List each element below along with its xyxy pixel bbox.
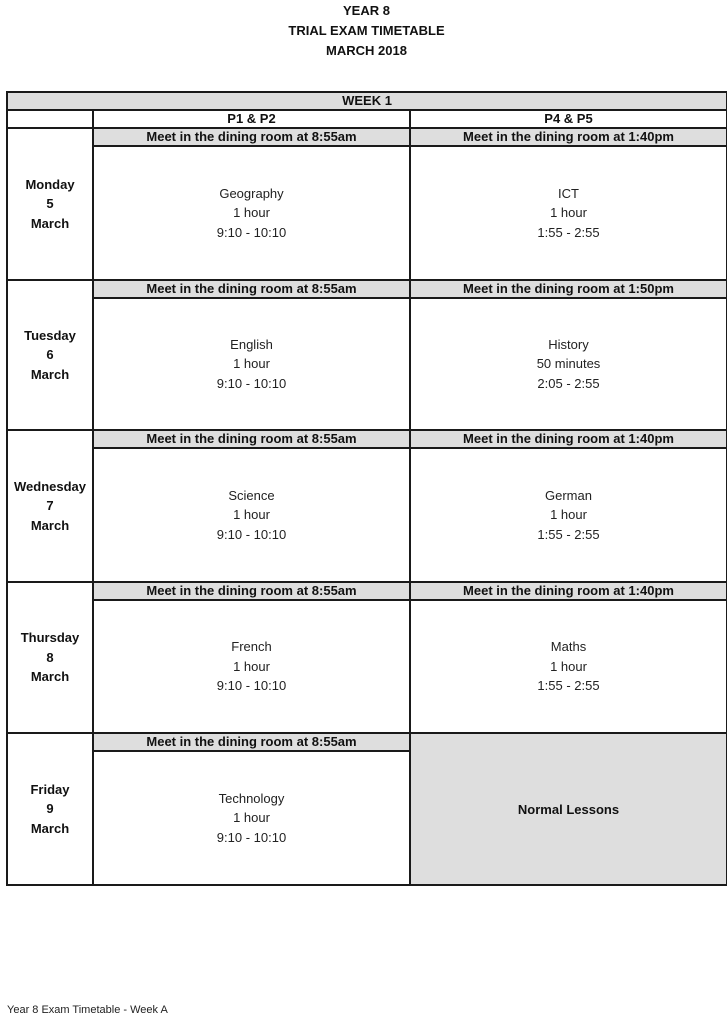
exam-subject: English	[230, 336, 273, 352]
exam-subject: French	[231, 639, 272, 655]
day-date: 7	[46, 498, 54, 514]
exam-subject: German	[545, 487, 592, 503]
day-name: Wednesday	[13, 478, 86, 494]
day-label-thursday	[7, 582, 93, 733]
week-header: WEEK 1	[7, 92, 727, 110]
period-header-am: P1 & P2	[93, 110, 410, 128]
meet-note-am: Meet in the dining room at 8:55am	[93, 733, 410, 751]
day-label-tuesday	[7, 280, 93, 430]
day-month: March	[30, 669, 70, 685]
document-title	[0, 1, 727, 61]
day-name: Friday	[30, 781, 70, 797]
meet-note-am: Meet in the dining room at 8:55am	[93, 430, 410, 448]
exam-duration: 1 hour	[233, 356, 270, 372]
exam-time: 1:55 - 2:55	[537, 678, 600, 694]
period-header-pm: P4 & P5	[410, 110, 727, 128]
day-label-wednesday	[7, 430, 93, 582]
day-date: 9	[46, 801, 54, 817]
day-date: 8	[46, 649, 54, 665]
exam-subject: Science	[228, 487, 275, 503]
title-year: YEAR 8	[343, 3, 390, 18]
exam-duration: 1 hour	[233, 810, 270, 826]
exam-slot-pm	[410, 146, 727, 280]
exam-time: 1:55 - 2:55	[537, 526, 600, 542]
meet-note-am: Meet in the dining room at 8:55am	[93, 280, 410, 298]
normal-lessons-cell: Normal Lessons	[410, 733, 727, 885]
exam-duration: 1 hour	[233, 658, 270, 674]
exam-time: 1:55 - 2:55	[537, 224, 600, 240]
exam-subject: ICT	[558, 185, 579, 201]
title-month: MARCH 2018	[326, 43, 407, 58]
exam-time: 9:10 - 10:10	[216, 678, 287, 694]
exam-slot-am	[93, 146, 410, 280]
exam-time: 9:10 - 10:10	[216, 375, 287, 391]
exam-duration: 1 hour	[550, 658, 587, 674]
exam-duration: 1 hour	[550, 205, 587, 221]
day-label-friday	[7, 733, 93, 885]
day-name: Tuesday	[24, 327, 76, 343]
meet-note-pm: Meet in the dining room at 1:40pm	[410, 128, 727, 146]
meet-note-pm: Meet in the dining room at 1:40pm	[410, 430, 727, 448]
exam-duration: 1 hour	[233, 507, 270, 523]
meet-note-pm: Meet in the dining room at 1:40pm	[410, 582, 727, 600]
exam-duration: 1 hour	[550, 507, 587, 523]
day-month: March	[30, 820, 70, 836]
exam-time: 2:05 - 2:55	[537, 375, 600, 391]
page-footer: Year 8 Exam Timetable - Week A	[7, 1004, 168, 1016]
day-date: 5	[46, 196, 54, 212]
exam-subject: Maths	[550, 639, 587, 655]
exam-time: 9:10 - 10:10	[216, 224, 287, 240]
exam-slot-pm	[410, 298, 727, 430]
day-month: March	[30, 215, 70, 231]
exam-slot-am	[93, 751, 410, 885]
meet-note-pm: Meet in the dining room at 1:50pm	[410, 280, 727, 298]
exam-duration: 50 minutes	[536, 356, 601, 372]
exam-time: 9:10 - 10:10	[216, 526, 287, 542]
meet-note-am: Meet in the dining room at 8:55am	[93, 582, 410, 600]
title-name: TRIAL EXAM TIMETABLE	[288, 23, 445, 38]
exam-slot-am	[93, 448, 410, 582]
day-month: March	[30, 517, 70, 533]
meet-note-am: Meet in the dining room at 8:55am	[93, 128, 410, 146]
exam-slot-pm	[410, 448, 727, 582]
exam-slot-pm	[410, 600, 727, 733]
day-label-monday	[7, 128, 93, 280]
day-month: March	[30, 366, 70, 382]
exam-slot-am	[93, 600, 410, 733]
corner-cell	[7, 110, 93, 128]
exam-subject: History	[548, 336, 589, 352]
day-name: Thursday	[20, 630, 80, 646]
exam-time: 9:10 - 10:10	[216, 829, 287, 845]
exam-subject: Geography	[219, 185, 284, 201]
exam-duration: 1 hour	[233, 205, 270, 221]
day-name: Monday	[25, 176, 75, 192]
day-date: 6	[46, 347, 54, 363]
exam-slot-am	[93, 298, 410, 430]
exam-subject: Technology	[218, 790, 285, 806]
timetable	[6, 91, 727, 886]
